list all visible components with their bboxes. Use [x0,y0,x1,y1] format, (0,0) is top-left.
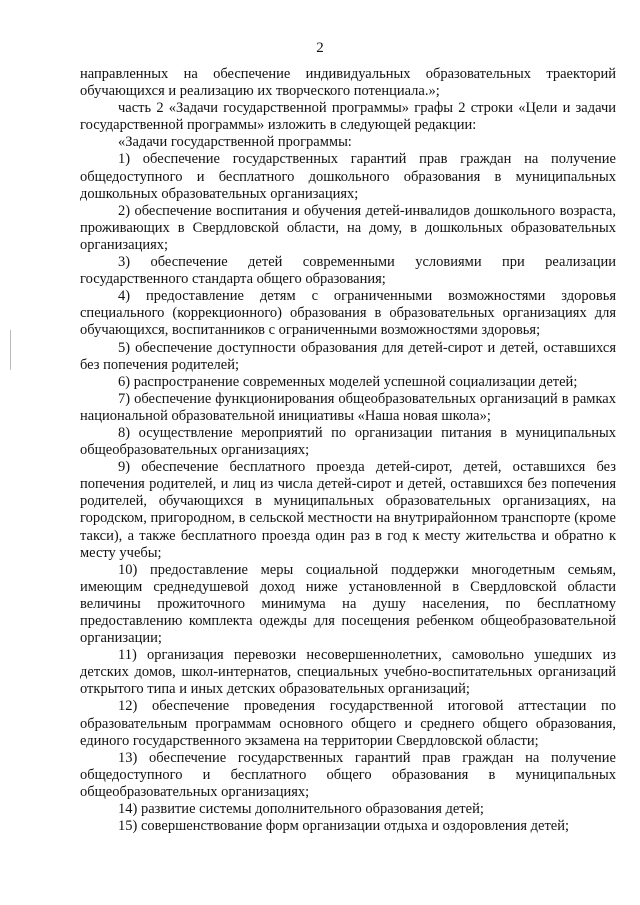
paragraph: 14) развитие системы дополнительного образования детей; [118,801,484,818]
paragraph: 3) обеспечение детей современными условиями при реализации государственного стандарта общего образования; [80,254,616,288]
paragraph: 12) обеспечение проведения государственной итоговой аттестации по образовательным программам основного общего и среднего общего образования, единого государственного экзамена на территории Свердловской области; [80,698,616,749]
paragraph: 13) обеспечение государственных гарантий прав граждан на получение общедоступного и бесплатного общего образования в муниципальных общеобразовательных организациях; [80,749,616,800]
paragraph: часть 2 «Задачи государственной программы» графы 2 строки «Цели и задачи государственной программы» изложить в следующей редакции: [80,100,616,134]
paragraph: 11) организация перевозки несовершеннолетних, самовольно ушедших из детских домов, школ-интернатов, специальных учебно-воспитательных организаций открытого типа и иных детских образовательных организаций; [80,647,616,698]
paragraph: 10) предоставление меры социальной поддержки многодетным семьям, имеющим среднедушевой доход ниже установленной в Свердловской области величины прожиточного минимума на душу населения, по бесплатному предоставлению комплекта одежды для посещения ребенком общеобразовательной организации; [80,561,616,647]
paragraph: направленных на обеспечение индивидуальных образовательных траекторий обучающихся и реализацию их творческого потенциала.»; [80,66,616,100]
paragraph: 9) обеспечение бесплатного проезда детей-сирот, детей, оставшихся без попечения родителей, и лиц из числа детей-сирот и детей, оставшихся без попечения родителей, обучающихся в муниципальных образовательных организациях, на городском, пригородном, в сельской местности на внутрирайонном транспорте (кроме такси), а также бесплатного проезда один раз в год к месту жительства и обратно к месту учебы; [80,459,616,561]
body-text [80,66,616,835]
paragraph: 7) обеспечение функционирования общеобразовательных организаций в рамках национальной образовательной инициативы «Наша новая школа»; [80,390,616,424]
paragraph: 4) предоставление детям с ограниченными возможностями здоровья специального (коррекционного) образования в образовательных организациях для обучающихся, воспитанников с ограниченными возможностями здоровья; [80,288,616,339]
paragraph: 1) обеспечение государственных гарантий прав граждан на получение общедоступного и бесплатного дошкольного образования в муниципальных дошкольных образовательных организациях; [80,151,616,202]
paragraph: 6) распространение современных моделей успешной социализации детей; [118,373,578,390]
paragraph: 15) совершенствование форм организации отдыха и оздоровления детей; [118,818,570,835]
page-number: 2 [316,40,324,56]
paragraph: 2) обеспечение воспитания и обучения детей-инвалидов дошкольного возраста, проживающих в Свердловской области, на дому, в дошкольных образовательных организациях; [80,202,616,253]
paragraph: 5) обеспечение доступности образования для детей-сирот и детей, оставшихся без попечения родителей; [80,339,616,373]
paragraph: «Задачи государственной программы: [118,134,352,151]
margin-mark [10,330,11,370]
paragraph: 8) осуществление мероприятий по организации питания в муниципальных общеобразовательных организациях; [80,424,616,459]
